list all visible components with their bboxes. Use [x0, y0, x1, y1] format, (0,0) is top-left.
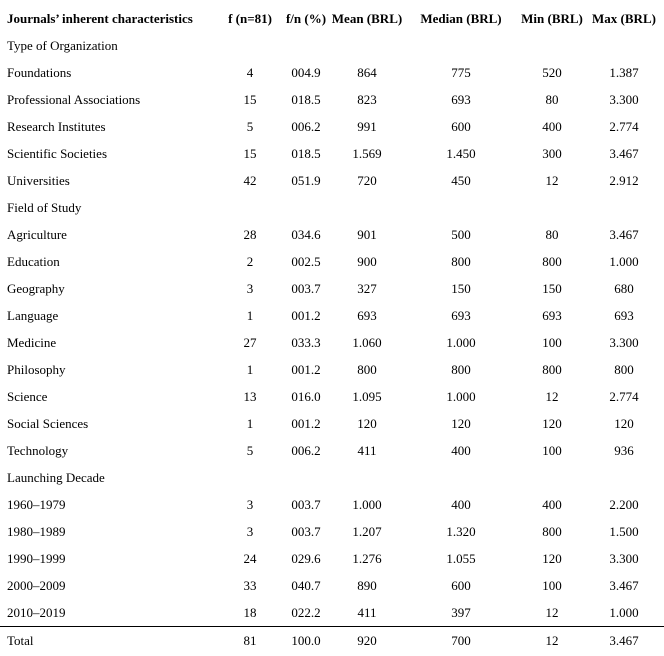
cell-value: Mean (BRL) [331, 10, 403, 26]
cell-value: 1.000 [609, 604, 639, 620]
cell-value: 100 [542, 334, 562, 350]
cell-value: 1 [246, 307, 254, 323]
cell-value: 520 [542, 64, 562, 80]
cell-value: 1.000 [609, 253, 639, 269]
cell-value: 15 [243, 145, 257, 161]
cell-value: 300 [542, 145, 562, 161]
cell-value: Max (BRL) [592, 10, 656, 26]
row-label: Language [7, 307, 59, 323]
row-label: Geography [7, 280, 65, 296]
row-label: Type of Organization [7, 37, 118, 53]
table-row [0, 410, 664, 437]
cell-value: 1.387 [609, 64, 639, 80]
row-label: 2010–2019 [7, 604, 66, 620]
cell-value: 327 [357, 280, 377, 296]
cell-value: 120 [542, 415, 562, 431]
cell-value: 033.3 [291, 334, 321, 350]
cell-value: 1.276 [352, 550, 382, 566]
cell-value: 3.467 [609, 632, 639, 648]
row-label: Total [7, 632, 34, 648]
cell-value: 051.9 [291, 172, 321, 188]
cell-value: 33 [243, 577, 257, 593]
cell-value: 034.6 [291, 226, 321, 242]
table-row [0, 59, 664, 86]
cell-value: 400 [542, 496, 562, 512]
cell-value: 1.000 [446, 388, 476, 404]
table-row [0, 545, 664, 572]
row-label: 1990–1999 [7, 550, 66, 566]
cell-value: 12 [545, 388, 559, 404]
cell-value: 800 [542, 361, 562, 377]
cell-value: 1 [246, 361, 254, 377]
cell-value: 1.500 [609, 523, 639, 539]
cell-value: 800 [451, 361, 471, 377]
cell-value: 006.2 [291, 442, 321, 458]
cell-value: 3.300 [609, 550, 639, 566]
cell-value: 3.300 [609, 334, 639, 350]
cell-value: 693 [451, 91, 471, 107]
row-label: Professional Associations [7, 91, 141, 107]
cell-value: 823 [357, 91, 377, 107]
cell-value: 3.467 [609, 577, 639, 593]
cell-value: 800 [357, 361, 377, 377]
cell-value: 27 [243, 334, 257, 350]
cell-value: 700 [451, 632, 471, 648]
cell-value: 029.6 [291, 550, 321, 566]
section-heading [0, 464, 664, 491]
cell-value: 81 [243, 632, 257, 648]
cell-value: 018.5 [291, 145, 321, 161]
cell-value: 24 [243, 550, 257, 566]
table-row [0, 302, 664, 329]
row-label: Scientific Societies [7, 145, 108, 161]
cell-value: 1.000 [352, 496, 382, 512]
table-row [0, 167, 664, 194]
table-row [0, 491, 664, 518]
cell-value: 003.7 [291, 523, 321, 539]
header-row [0, 5, 664, 32]
cell-value: 2 [246, 253, 254, 269]
cell-value: 12 [545, 604, 559, 620]
cell-value: 411 [357, 604, 377, 620]
table-row [0, 329, 664, 356]
cell-value: 100 [542, 577, 562, 593]
cell-value: 800 [542, 523, 562, 539]
cell-value: 001.2 [291, 361, 321, 377]
cell-value: 720 [357, 172, 377, 188]
cell-value: 1.095 [352, 388, 382, 404]
cell-value: 600 [451, 118, 471, 134]
cell-value: 016.0 [291, 388, 321, 404]
cell-value: 4 [246, 64, 254, 80]
cell-value: 400 [542, 118, 562, 134]
total-row [0, 626, 664, 654]
cell-value: f (n=81) [228, 10, 272, 26]
cell-value: 5 [246, 442, 254, 458]
row-label: Journals’ inherent characteristics [7, 10, 193, 26]
cell-value: 800 [614, 361, 634, 377]
cell-value: 15 [243, 91, 257, 107]
row-label: Research Institutes [7, 118, 106, 134]
cell-value: 411 [357, 442, 377, 458]
cell-value: 693 [542, 307, 562, 323]
cell-value: 2.200 [609, 496, 639, 512]
table-row [0, 140, 664, 167]
cell-value: 001.2 [291, 307, 321, 323]
row-label: Launching Decade [7, 469, 105, 485]
cell-value: 3.467 [609, 145, 639, 161]
cell-value: 397 [451, 604, 471, 620]
cell-value: Median (BRL) [420, 10, 502, 26]
cell-value: 80 [545, 226, 559, 242]
cell-value: 018.5 [291, 91, 321, 107]
table-row [0, 86, 664, 113]
cell-value: 693 [357, 307, 377, 323]
cell-value: 890 [357, 577, 377, 593]
row-label: Philosophy [7, 361, 66, 377]
cell-value: 800 [451, 253, 471, 269]
cell-value: 003.7 [291, 280, 321, 296]
cell-value: 022.2 [291, 604, 321, 620]
cell-value: 1.000 [446, 334, 476, 350]
row-label: Medicine [7, 334, 57, 350]
cell-value: 42 [243, 172, 257, 188]
cell-value: f/n (%) [285, 10, 327, 26]
cell-value: 1.569 [352, 145, 382, 161]
journals-characteristics-table [0, 5, 664, 654]
row-label: Science [7, 388, 48, 404]
row-label: Universities [7, 172, 70, 188]
table-row [0, 437, 664, 464]
cell-value: 040.7 [291, 577, 321, 593]
table-row [0, 572, 664, 599]
cell-value: 3.300 [609, 91, 639, 107]
cell-value: 5 [246, 118, 254, 134]
cell-value: 693 [614, 307, 634, 323]
cell-value: 400 [451, 442, 471, 458]
row-label: 1980–1989 [7, 523, 66, 539]
cell-value: 120 [357, 415, 377, 431]
cell-value: 002.5 [291, 253, 321, 269]
cell-value: 1.060 [352, 334, 382, 350]
cell-value: 901 [357, 226, 377, 242]
cell-value: 13 [243, 388, 257, 404]
row-label: Education [7, 253, 60, 269]
cell-value: 120 [614, 415, 634, 431]
cell-value: 2.912 [609, 172, 639, 188]
table-row [0, 275, 664, 302]
cell-value: 3 [246, 280, 254, 296]
cell-value: 400 [451, 496, 471, 512]
table-row [0, 356, 664, 383]
row-label: Foundations [7, 64, 72, 80]
cell-value: 1.055 [446, 550, 476, 566]
cell-value: 12 [545, 632, 559, 648]
cell-value: 003.7 [291, 496, 321, 512]
row-label: Field of Study [7, 199, 82, 215]
cell-value: 001.2 [291, 415, 321, 431]
cell-value: 28 [243, 226, 257, 242]
cell-value: 900 [357, 253, 377, 269]
cell-value: 600 [451, 577, 471, 593]
cell-value: 936 [614, 442, 634, 458]
cell-value: 100.0 [291, 632, 321, 648]
row-label: Technology [7, 442, 69, 458]
cell-value: 80 [545, 91, 559, 107]
row-label: Agriculture [7, 226, 67, 242]
table-row [0, 518, 664, 545]
cell-value: 2.774 [609, 388, 639, 404]
section-heading [0, 194, 664, 221]
table-row [0, 113, 664, 140]
row-label: 1960–1979 [7, 496, 66, 512]
cell-value: 150 [451, 280, 471, 296]
cell-value: 004.9 [291, 64, 321, 80]
table-row [0, 383, 664, 410]
cell-value: 2.774 [609, 118, 639, 134]
cell-value: 100 [542, 442, 562, 458]
row-label: Social Sciences [7, 415, 89, 431]
cell-value: 800 [542, 253, 562, 269]
cell-value: 1.207 [352, 523, 382, 539]
cell-value: 1.450 [446, 145, 476, 161]
cell-value: 680 [614, 280, 634, 296]
row-label: 2000–2009 [7, 577, 66, 593]
cell-value: 693 [451, 307, 471, 323]
cell-value: 775 [451, 64, 471, 80]
cell-value: 006.2 [291, 118, 321, 134]
section-heading [0, 32, 664, 59]
cell-value: 120 [451, 415, 471, 431]
table-row [0, 248, 664, 275]
cell-value: 120 [542, 550, 562, 566]
cell-value: 500 [451, 226, 471, 242]
cell-value: Min (BRL) [521, 10, 583, 26]
cell-value: 12 [545, 172, 559, 188]
cell-value: 3 [246, 523, 254, 539]
cell-value: 920 [357, 632, 377, 648]
cell-value: 991 [357, 118, 377, 134]
cell-value: 3 [246, 496, 254, 512]
table-row [0, 221, 664, 248]
table-row [0, 599, 664, 626]
cell-value: 18 [243, 604, 257, 620]
cell-value: 450 [451, 172, 471, 188]
cell-value: 3.467 [609, 226, 639, 242]
cell-value: 1.320 [446, 523, 476, 539]
cell-value: 864 [357, 64, 377, 80]
cell-value: 1 [246, 415, 254, 431]
cell-value: 150 [542, 280, 562, 296]
